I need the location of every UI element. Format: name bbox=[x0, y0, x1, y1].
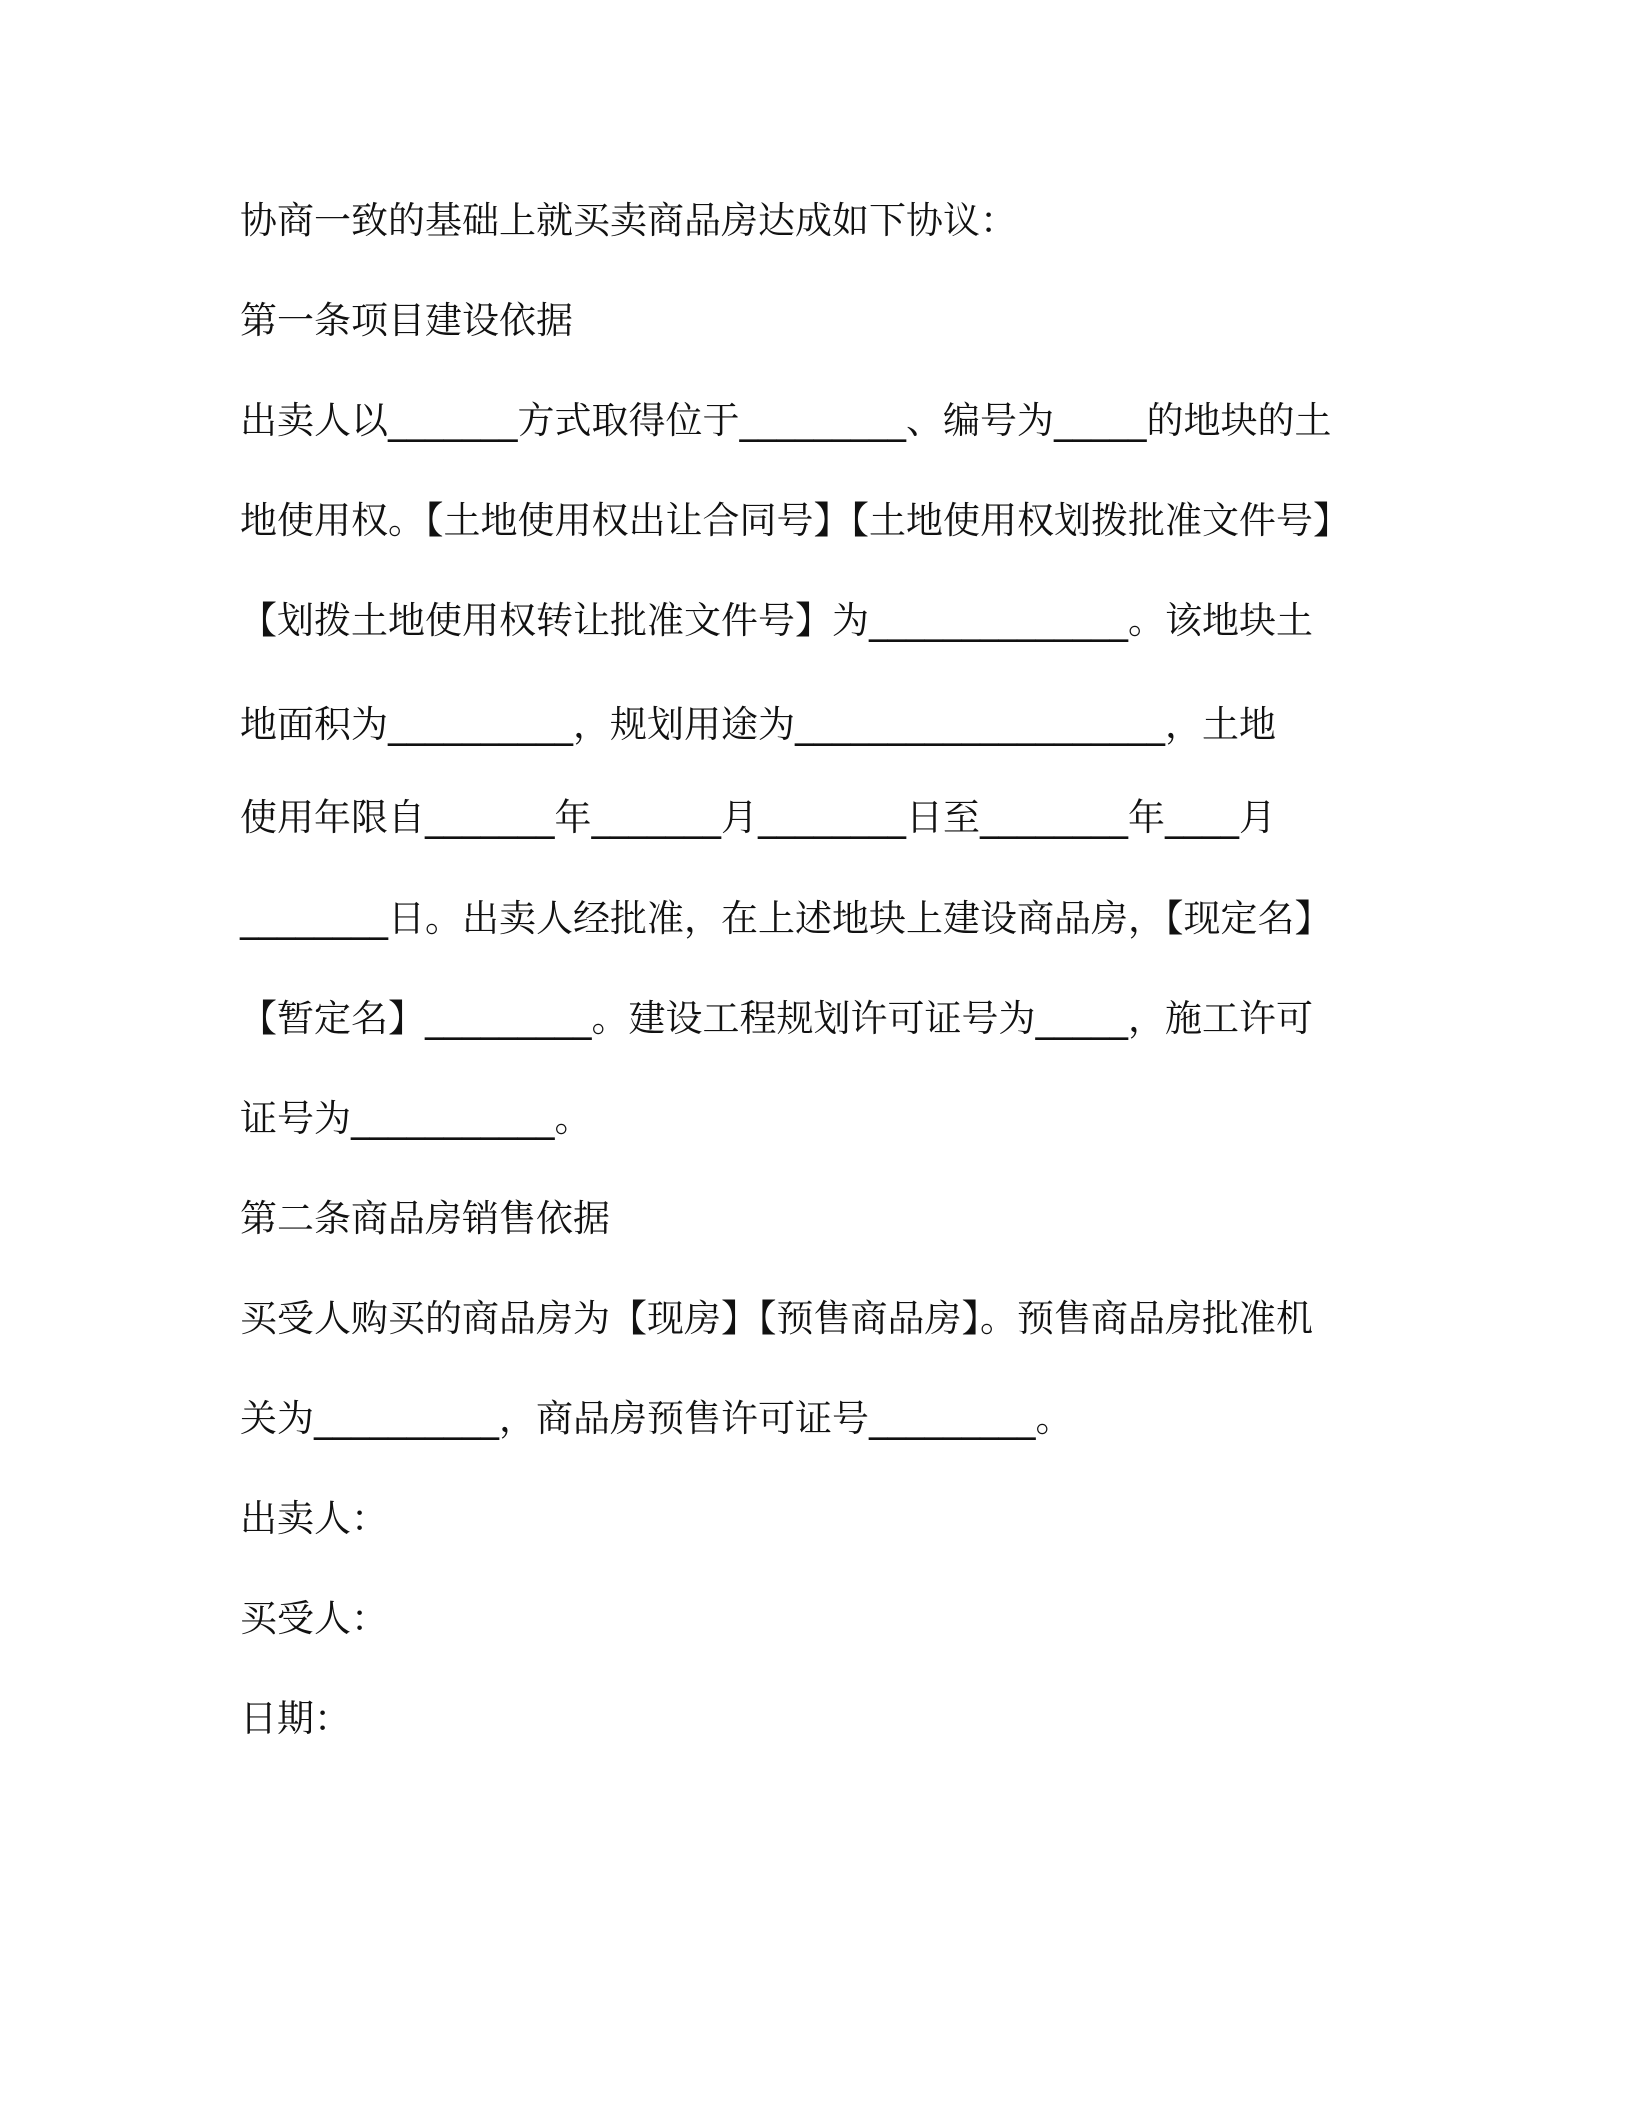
article-1-paragraph-line-4: 地面积为__________，规划用途为____________________，土地 bbox=[240, 703, 1276, 746]
article-1-paragraph-line-8: 证号为___________。 bbox=[240, 1097, 592, 1140]
agreement-intro-line: 协商一致的基础上就买卖商品房达成如下协议： bbox=[240, 199, 1017, 242]
article-1-paragraph-line-7: 【暂定名】_________。建设工程规划许可证号为_____，施工许可 bbox=[240, 997, 1313, 1040]
article-1-paragraph-line-5: 使用年限自_______年_______月________日至________年____月 bbox=[240, 796, 1276, 839]
article-1-heading: 第一条项目建设依据 bbox=[240, 299, 573, 342]
article-2-heading: 第二条商品房销售依据 bbox=[240, 1197, 610, 1240]
article-1-paragraph-line-6: ________日。出卖人经批准，在上述地块上建设商品房，【现定名】 bbox=[240, 897, 1332, 940]
article-2-paragraph-line-2: 关为__________，商品房预售许可证号_________。 bbox=[240, 1397, 1073, 1440]
article-1-paragraph-line-2: 地使用权。【土地使用权出让合同号】【土地使用权划拨批准文件号】 bbox=[240, 499, 1350, 542]
article-2-paragraph-line-1: 买受人购买的商品房为【现房】【预售商品房】。预售商品房批准机 bbox=[240, 1297, 1313, 1340]
seller-signature-label: 出卖人： bbox=[240, 1497, 388, 1540]
date-label: 日期： bbox=[240, 1697, 351, 1740]
article-1-paragraph-line-1: 出卖人以_______方式取得位于_________、编号为_____的地块的土 bbox=[240, 399, 1332, 442]
article-1-paragraph-line-3: 【划拨土地使用权转让批准文件号】为______________。该地块土 bbox=[240, 599, 1313, 642]
buyer-signature-label: 买受人： bbox=[240, 1597, 388, 1640]
